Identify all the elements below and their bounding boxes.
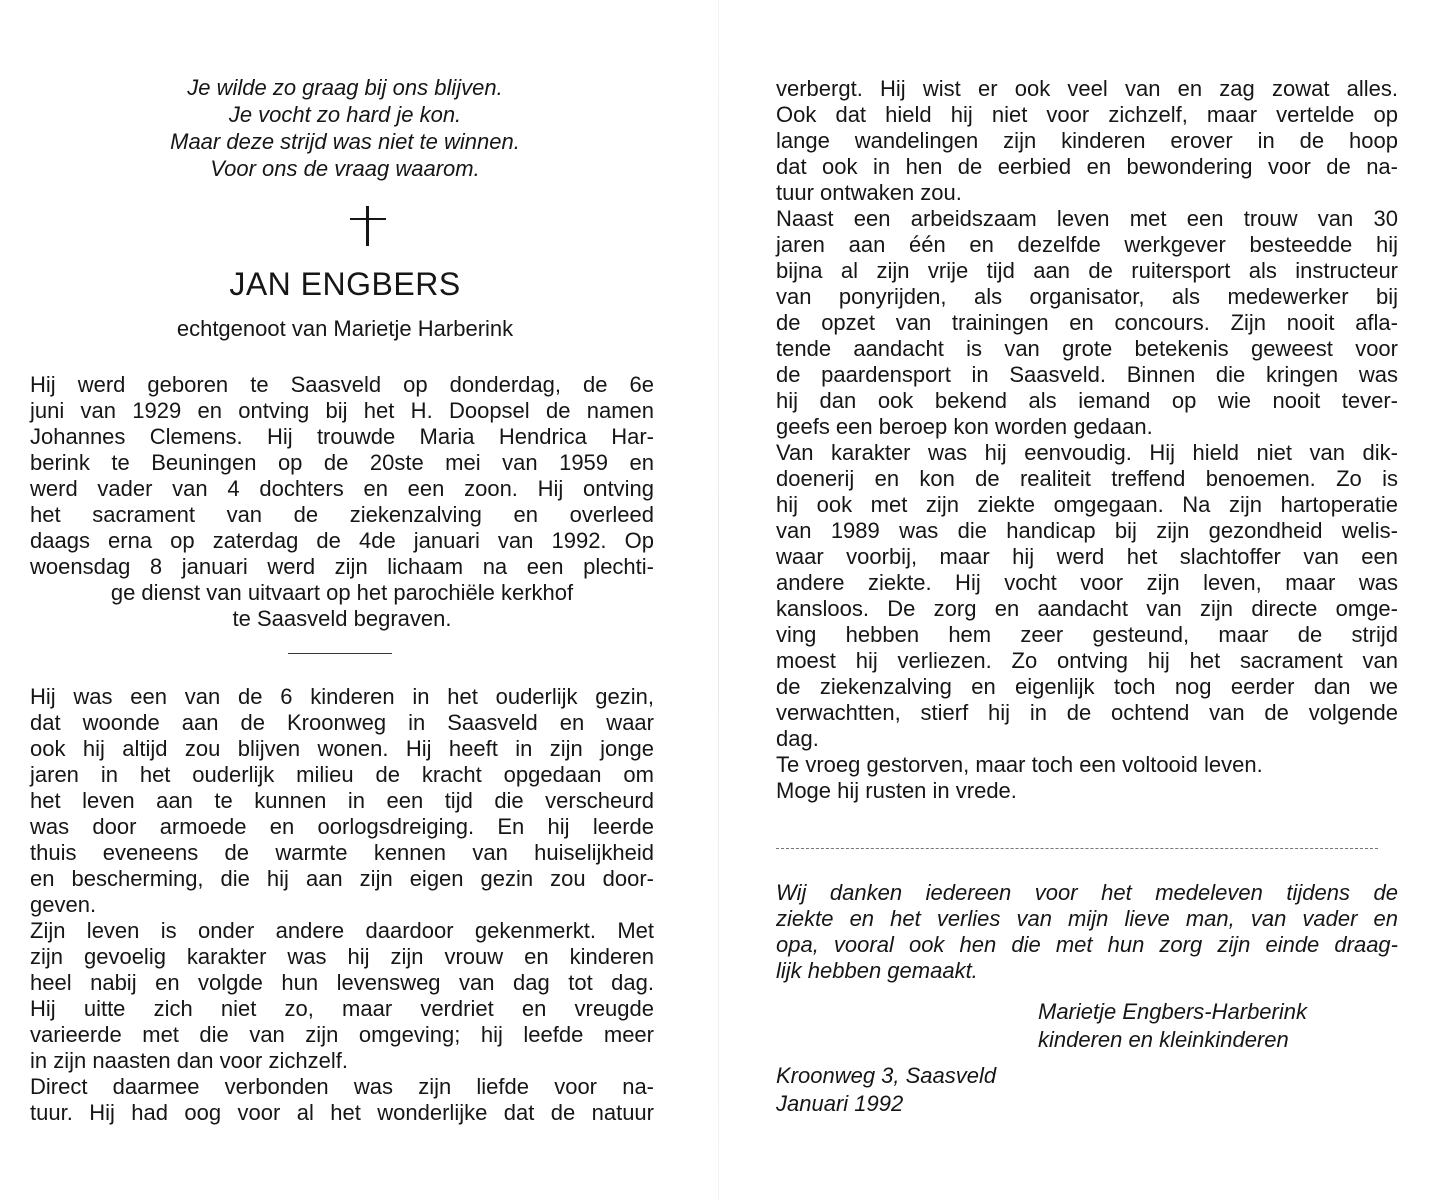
deceased-name: JAN ENGBERS: [229, 266, 461, 302]
poem-line: Voor ons de vraag waarom.: [210, 156, 480, 181]
story-line: de opzet van trainingen en concours. Zijn nooit afla-: [776, 310, 1398, 335]
story-line: tende aandacht is van grote betekenis geweest voor: [776, 336, 1398, 361]
bio-line: woensdag 8 januari werd zijn lichaam na een plechti-: [30, 554, 654, 579]
thank-you-note: [776, 880, 1398, 984]
story-line: varieerde met die van zijn omgeving; hij leefde meer: [30, 1022, 654, 1047]
story-line: hij ook met zijn ziekte omgegaan. Na zijn hartoperatie: [776, 492, 1398, 517]
story-line: dag.: [776, 726, 819, 751]
bio-line: te Saasveld begraven.: [232, 606, 452, 631]
signature-line: kinderen en kleinkinderen: [1038, 1027, 1289, 1052]
story-line: Zijn leven is onder andere daardoor gekenmerkt. Met: [30, 918, 654, 943]
story-line: tuur. Hij had oog voor al het wonderlijke dat de natuur: [30, 1100, 654, 1125]
story-line: Te vroeg gestorven, maar toch een voltooid leven.: [776, 752, 1263, 777]
story-line: Direct daarmee verbonden was zijn liefde voor na-: [30, 1074, 654, 1099]
story-line: Hij uitte zich niet zo, maar verdriet en vreugde: [30, 996, 654, 1021]
story-line: lange wandelingen zijn kinderen erover in de hoop: [776, 128, 1398, 153]
story-line: kansloos. De zorg en aandacht van zijn directe omge-: [776, 596, 1398, 621]
story-line: hij dan ook bekend als iemand op wie nooit tever-: [776, 388, 1398, 413]
story-line: tuur ontwaken zou.: [776, 180, 962, 205]
memorial-poem: [30, 74, 660, 182]
signature-line: Marietje Engbers-Harberink: [1038, 999, 1307, 1024]
life-story-part-2: [776, 76, 1398, 804]
story-line: van ponyrijden, als organisator, als medewerker bij: [776, 284, 1398, 309]
bio-line: Johannes Clemens. Hij trouwde Maria Hendrica Har-: [30, 424, 654, 449]
bio-line: juni van 1929 en ontving bij het H. Doopsel de namen: [30, 398, 654, 423]
story-line: Naast een arbeidszaam leven met een trouw van 30: [776, 206, 1398, 231]
story-line: de paardensport in Saasveld. Binnen die kringen was: [776, 362, 1398, 387]
story-line: de ziekenzalving en eigenlijk toch nog eerder dan we: [776, 674, 1398, 699]
thanks-line: lijk hebben gemaakt.: [776, 958, 978, 983]
poem-line: Maar deze strijd was niet te winnen.: [170, 129, 520, 154]
story-line: bijna al zijn vrije tijd aan de ruitersport als instructeur: [776, 258, 1398, 283]
story-line: andere ziekte. Hij vocht voor zijn leven, maar was: [776, 570, 1398, 595]
bio-line: het sacrament van de ziekenzalving en overleed: [30, 502, 654, 527]
story-line: doenerij en kon de realiteit treffend benoemen. Zo is: [776, 466, 1398, 491]
story-line: jaren in het ouderlijk milieu de kracht opgedaan om: [30, 762, 654, 787]
cross-icon: [350, 206, 386, 246]
thanks-line: opa, vooral ook hen die met hun zorg zijn einde draag-: [776, 932, 1398, 957]
story-line: thuis eveneens de warmte kennen van huiselijkheid: [30, 840, 654, 865]
story-line: heel nabij en volgde hun levensweg van dag tot dag.: [30, 970, 654, 995]
section-divider: [776, 848, 1378, 849]
story-line: het leven aan te kunnen in een tijd die verscheurd: [30, 788, 654, 813]
spouse-line: echtgenoot van Marietje Harberink: [176, 316, 514, 341]
story-line: Van karakter was hij eenvoudig. Hij hield niet van dik-: [776, 440, 1398, 465]
center-fold: [718, 0, 719, 1200]
story-line: zijn gevoelig karakter was hij zijn vrouw en kinderen: [30, 944, 654, 969]
story-line: verbergt. Hij wist er ook veel van en zag zowat alles.: [776, 76, 1398, 101]
story-line: verwachtten, stierf hij in de ochtend van de volgende: [776, 700, 1398, 725]
address-line: Kroonweg 3, Saasveld: [776, 1063, 997, 1088]
biography: [30, 372, 654, 632]
story-line: waar voorbij, maar hij werd het slachtoffer van een: [776, 544, 1398, 569]
bio-line: werd vader van 4 dochters en een zoon. Hij ontving: [30, 476, 654, 501]
story-line: ving hebben hem zeer gesteund, maar de strijd: [776, 622, 1398, 647]
date-line: Januari 1992: [776, 1091, 904, 1116]
story-line: was door armoede en oorlogsdreiging. En hij leerde: [30, 814, 654, 839]
story-line: Hij was een van de 6 kinderen in het ouderlijk gezin,: [30, 684, 654, 709]
story-line: dat ook in hen de eerbied en bewondering voor de na-: [776, 154, 1398, 179]
story-line: geven.: [30, 892, 97, 917]
place-and-date: [776, 1062, 1116, 1118]
story-line: moest hij verliezen. Zo ontving hij het sacrament van: [776, 648, 1398, 673]
story-line: jaren aan één en dezelfde werkgever besteedde hij: [776, 232, 1398, 257]
story-line: van 1989 was die handicap bij zijn gezondheid welis-: [776, 518, 1398, 543]
bio-line: berink te Beuningen op de 20ste mei van 1959 en: [30, 450, 654, 475]
poem-line: Je vocht zo hard je kon.: [228, 102, 462, 127]
story-line: geefs een beroep kon worden gedaan.: [776, 414, 1153, 439]
thanks-line: ziekte en het verlies van mijn lieve man, van vader en: [776, 906, 1398, 931]
section-divider: [288, 653, 392, 654]
thanks-line: Wij danken iedereen voor het medeleven tijdens de: [776, 880, 1398, 905]
bio-line: ge dienst van uitvaart op het parochiële kerkhof: [110, 580, 574, 605]
story-line: en bescherming, die hij aan zijn eigen gezin zou door-: [30, 866, 654, 891]
bio-line: daags erna op zaterdag de 4de januari van 1992. Op: [30, 528, 654, 553]
story-line: Ook dat hield hij niet voor zichzelf, maar vertelde op: [776, 102, 1398, 127]
story-line: Moge hij rusten in vrede.: [776, 778, 1017, 803]
story-line: ook hij altijd zou blijven wonen. Hij heeft in zijn jonge: [30, 736, 654, 761]
bio-line: Hij werd geboren te Saasveld op donderdag, de 6e: [30, 372, 654, 397]
story-line: dat woonde aan de Kroonweg in Saasveld en waar: [30, 710, 654, 735]
poem-line: Je wilde zo graag bij ons blijven.: [187, 75, 503, 100]
life-story-part-1: [30, 684, 654, 1126]
story-line: in zijn naasten dan voor zichzelf.: [30, 1048, 348, 1073]
family-signature: [1038, 998, 1378, 1054]
